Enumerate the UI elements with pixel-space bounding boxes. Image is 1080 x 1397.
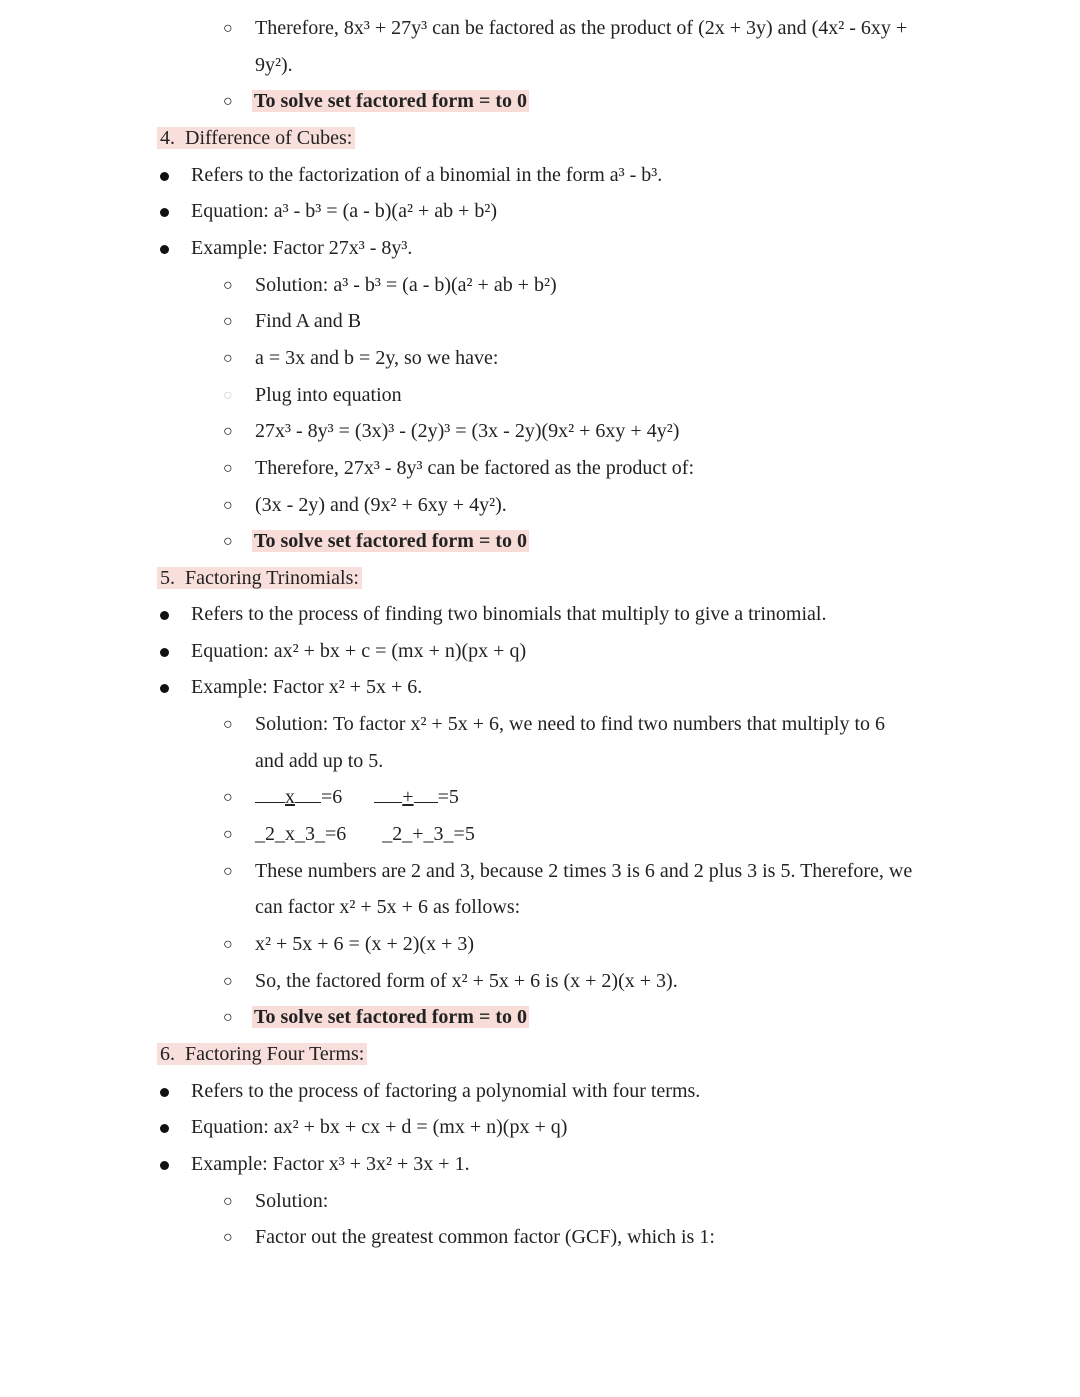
- filled-circle-icon: [160, 648, 169, 657]
- solution-line-2: and add up to 5.: [255, 750, 384, 772]
- times-symbol: x: [285, 786, 295, 808]
- sub-bullet-icon: ○: [223, 826, 233, 843]
- solve-note-text: To solve set factored form = to 0: [254, 1006, 528, 1028]
- therefore-line-1: Therefore, 8x³ + 27y³ can be factored as the product of (2x + 3y) and (4x² - 6xy +: [255, 17, 908, 39]
- sub-bullet-icon: ○: [223, 936, 233, 953]
- section-5-heading: [157, 565, 362, 591]
- filled-circle-icon: [160, 1124, 169, 1133]
- solve-note: [252, 528, 529, 554]
- section-6-heading: [157, 1041, 367, 1067]
- step-text: (3x - 2y) and (9x² + 6xy + 4y²).: [255, 494, 507, 516]
- filled-circle-icon: [160, 1088, 169, 1097]
- sub-bullet-icon: ○: [223, 1229, 233, 1246]
- blank-underline: [295, 784, 321, 803]
- factored-equation: x² + 5x + 6 = (x + 2)(x + 3): [255, 933, 475, 955]
- step-text: Solution:: [255, 1190, 329, 1212]
- blank-equation-row: [255, 784, 459, 810]
- sub-bullet-icon: ○: [223, 716, 233, 733]
- section-number: 5.: [160, 567, 175, 589]
- conclusion: So, the factored form of x² + 5x + 6 is (x + 2)(x + 3).: [255, 970, 678, 992]
- sub-bullet-icon: ○: [223, 533, 233, 550]
- section-number: 6.: [160, 1043, 175, 1065]
- section-title: Factoring Four Terms:: [185, 1043, 365, 1065]
- blank-underline: [414, 784, 438, 803]
- sub-bullet-icon: ○: [223, 497, 233, 514]
- sub-bullet-icon: ○: [223, 387, 233, 404]
- filled-circle-icon: [160, 611, 169, 620]
- sub-bullet-icon: ○: [223, 350, 233, 367]
- step-text: Find A and B: [255, 310, 362, 332]
- sub-bullet-icon: ○: [223, 1009, 233, 1026]
- bullet-text: Equation: ax² + bx + c = (mx + n)(px + q): [191, 640, 527, 662]
- sub-bullet-icon: ○: [223, 423, 233, 440]
- step-text: Therefore, 27x³ - 8y³ can be factored as the product of:: [255, 457, 695, 479]
- bullet-text: Example: Factor 27x³ - 8y³.: [191, 237, 413, 259]
- section-number: 4.: [160, 127, 175, 149]
- solve-note-text: To solve set factored form = to 0: [254, 90, 528, 112]
- sub-bullet-icon: ○: [223, 277, 233, 294]
- solve-note: [252, 88, 529, 114]
- solve-note: [252, 1004, 529, 1030]
- solution-line-1: Solution: To factor x² + 5x + 6, we need to find two numbers that multiply to 6: [255, 713, 886, 735]
- filled-circle-icon: [160, 245, 169, 254]
- sub-bullet-icon: ○: [223, 460, 233, 477]
- bullet-text: Equation: a³ - b³ = (a - b)(a² + ab + b²): [191, 200, 498, 222]
- sub-bullet-icon: ○: [223, 20, 233, 37]
- step-text: a = 3x and b = 2y, so we have:: [255, 347, 499, 369]
- sub-bullet-icon: ○: [223, 313, 233, 330]
- sub-bullet-icon: ○: [223, 789, 233, 806]
- step-text: Solution: a³ - b³ = (a - b)(a² + ab + b²): [255, 274, 557, 296]
- sub-bullet-icon: ○: [223, 863, 233, 880]
- filled-circle-icon: [160, 684, 169, 693]
- section-5-heading-text: [157, 567, 362, 589]
- section-title: Difference of Cubes:: [185, 127, 353, 149]
- numbers-line-2: can factor x² + 5x + 6 as follows:: [255, 896, 521, 918]
- numbers-line-1: These numbers are 2 and 3, because 2 times 3 is 6 and 2 plus 3 is 5. Therefore, we: [255, 860, 913, 882]
- filled-circle-icon: [160, 1161, 169, 1170]
- filled-equation-row: [255, 821, 475, 847]
- section-title: Factoring Trinomials:: [185, 567, 359, 589]
- therefore-line-2: 9y²).: [255, 54, 293, 76]
- bullet-text: Refers to the process of factoring a polynomial with four terms.: [191, 1080, 701, 1102]
- sum-target: =5: [437, 786, 459, 808]
- filled-circle-icon: [160, 172, 169, 181]
- section-4-heading-text: [157, 127, 355, 149]
- product-expression: _2_x_3_=6: [255, 823, 347, 845]
- bullet-text: Example: Factor x² + 5x + 6.: [191, 676, 423, 698]
- filled-circle-icon: [160, 208, 169, 217]
- bullet-text: Example: Factor x³ + 3x² + 3x + 1.: [191, 1153, 470, 1175]
- bullet-text: Equation: ax² + bx + cx + d = (mx + n)(px + q): [191, 1116, 568, 1138]
- sum-expression: _2_+_3_=5: [382, 823, 475, 845]
- product-target: =6: [321, 786, 343, 808]
- section-6-heading-text: [157, 1043, 367, 1065]
- sub-bullet-icon: ○: [223, 93, 233, 110]
- section-4-heading: [157, 125, 355, 151]
- step-text: 27x³ - 8y³ = (3x)³ - (2y)³ = (3x - 2y)(9x² + 6xy + 4y²): [255, 420, 680, 442]
- bullet-text: Refers to the factorization of a binomial in the form a³ - b³.: [191, 164, 663, 186]
- plus-symbol: +: [402, 786, 414, 808]
- bullet-text: Refers to the process of finding two binomials that multiply to give a trinomial.: [191, 603, 827, 625]
- blank-underline: [374, 784, 402, 803]
- step-text: Factor out the greatest common factor (GCF), which is 1:: [255, 1226, 715, 1248]
- solve-note-text: To solve set factored form = to 0: [254, 530, 528, 552]
- sub-bullet-icon: ○: [223, 1193, 233, 1210]
- step-text: Plug into equation: [255, 384, 402, 406]
- blank-underline: [255, 784, 285, 803]
- sub-bullet-icon: ○: [223, 973, 233, 990]
